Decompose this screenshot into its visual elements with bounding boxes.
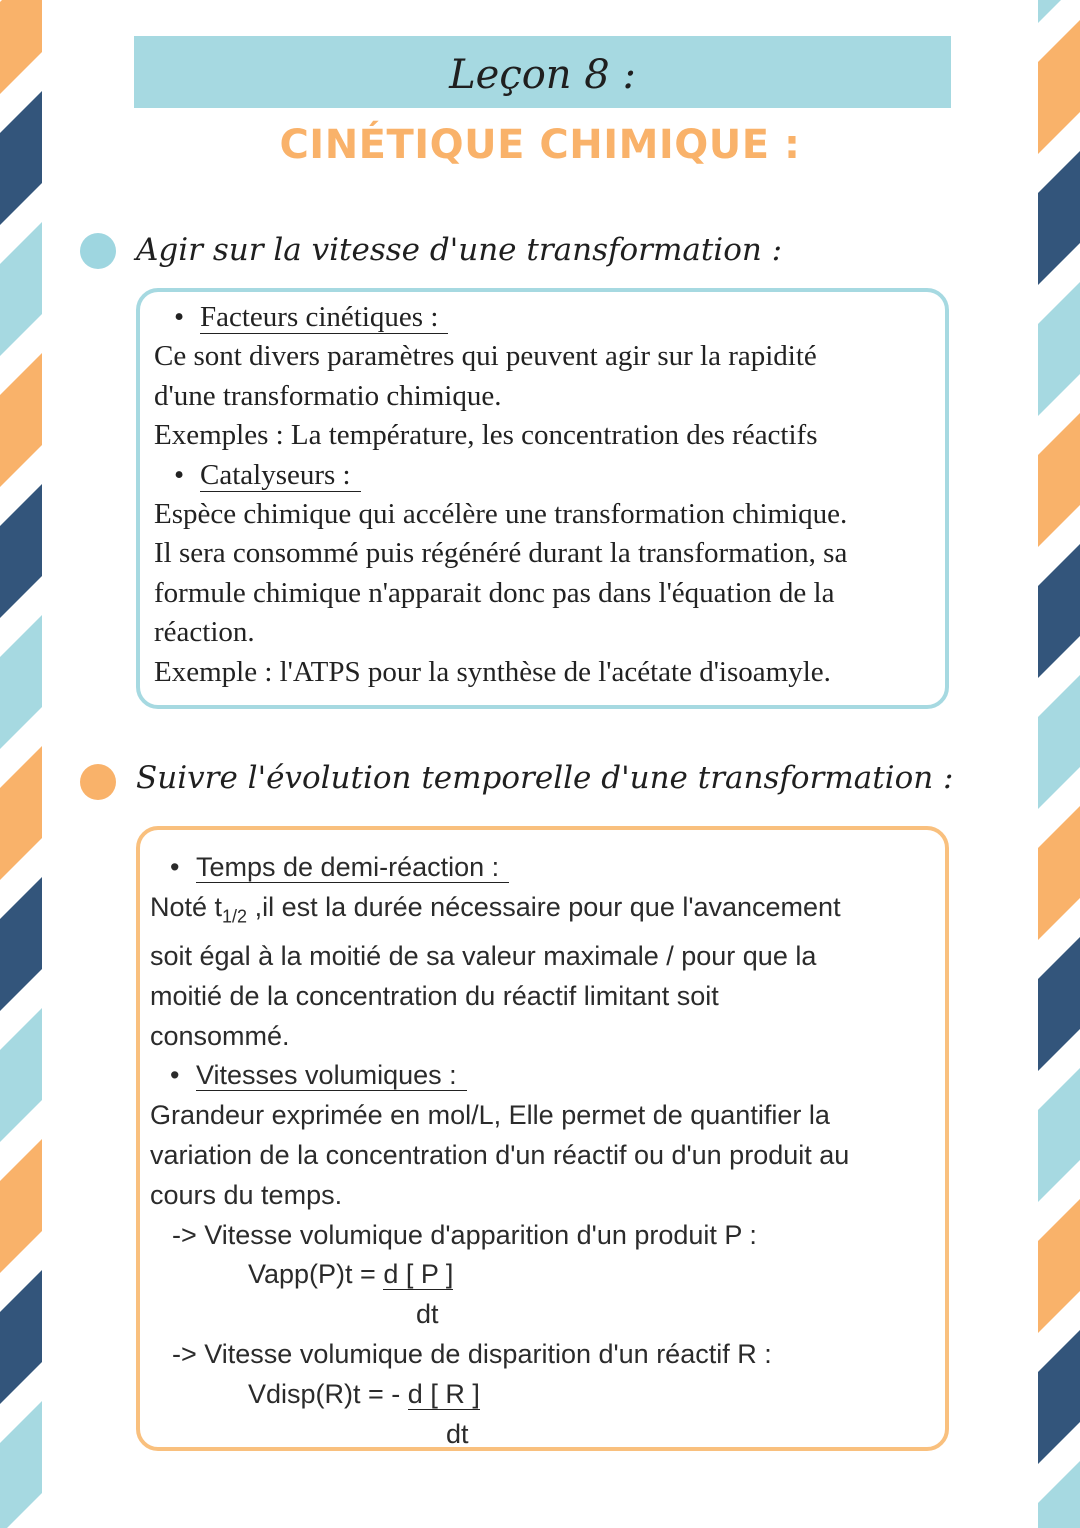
decorative-stripe — [1038, 413, 1080, 547]
catalyseurs-line3: formule chimique n'apparait donc pas dans l'équation de la — [154, 576, 835, 609]
disp-label: -> Vitesse volumique de disparition d'un réactif R : — [172, 1338, 772, 1369]
decorative-stripe — [1038, 1199, 1080, 1333]
right-decorative-stripes — [1038, 0, 1080, 1528]
facteurs-line3: Exemples : La température, les concentration des réactifs — [154, 419, 818, 452]
decorative-stripe — [1038, 1461, 1080, 1528]
demi-title: Temps de demi-réaction : — [196, 852, 509, 883]
decorative-stripe — [0, 746, 42, 880]
vitesses-line1: Grandeur exprimée en mol/L, Elle permet de quantifier la — [150, 1100, 830, 1131]
bullet-mark: • — [174, 458, 185, 491]
disp-formula — [150, 1375, 935, 1415]
blue-bullet-dot — [80, 233, 116, 269]
app-numerator: d [ P ] — [383, 1259, 454, 1290]
catalyseurs-title: Catalyseurs : — [200, 459, 361, 492]
facteurs-title: Facteurs cinétiques : — [200, 301, 448, 334]
demi-note-sub: 1/2 — [222, 906, 248, 927]
orange-bullet-dot — [80, 764, 116, 800]
demi-note-post: ,il est la durée nécessaire pour que l'avancement — [247, 891, 841, 922]
disp-numerator: d [ R ] — [407, 1378, 480, 1409]
decorative-stripe — [0, 1139, 42, 1273]
decorative-stripe — [1038, 1330, 1080, 1464]
page-title: CINÉTIQUE CHIMIQUE : — [279, 122, 801, 168]
catalyseurs-line4: réaction. — [154, 616, 255, 649]
section1-heading: Agir sur la vitesse d'une transformation : — [136, 232, 783, 268]
decorative-stripe — [0, 1008, 42, 1142]
decorative-stripe — [1038, 1068, 1080, 1202]
vitesses-title: Vitesses volumiques : — [196, 1060, 467, 1091]
facteurs-line1: Ce sont divers paramètres qui peuvent agir sur la rapidité — [154, 340, 817, 373]
decorative-stripe — [1038, 0, 1080, 23]
disp-lhs: Vdisp(R)t = - — [248, 1378, 408, 1409]
app-lhs: Vapp(P)t = — [248, 1259, 384, 1290]
decorative-stripe — [1038, 937, 1080, 1071]
vitesses-line3: cours du temps. — [150, 1179, 343, 1210]
decorative-stripe — [0, 1270, 42, 1404]
decorative-stripe — [0, 1401, 42, 1528]
section1-box — [136, 288, 949, 709]
disp-denominator: dt — [446, 1418, 469, 1449]
decorative-stripe — [0, 484, 42, 618]
bullet-mark: • — [170, 1060, 180, 1091]
demi-line3: moitié de la concentration du réactif limitant soit — [150, 980, 719, 1011]
app-denominator: dt — [416, 1299, 439, 1330]
decorative-stripe — [0, 222, 42, 356]
facteurs-line2: d'une transformatio chimique. — [154, 379, 502, 412]
vitesses-bullet — [150, 1056, 935, 1096]
decorative-stripe — [1038, 806, 1080, 940]
catalyseurs-bullet — [154, 456, 931, 495]
decorative-stripe — [0, 353, 42, 487]
catalyseurs-line5: Exemple : l'ATPS pour la synthèse de l'acétate d'isoamyle. — [154, 655, 831, 688]
app-formula — [150, 1255, 935, 1295]
lesson-label: Leçon 8 : — [449, 52, 636, 98]
left-decorative-stripes — [0, 0, 42, 1528]
demi-line2: soit égal à la moitié de sa valeur maximale / pour que la — [150, 940, 817, 971]
facteurs-bullet — [154, 298, 931, 337]
decorative-stripe — [0, 615, 42, 749]
bullet-mark: • — [174, 301, 185, 333]
section2-box — [136, 826, 949, 1451]
decorative-stripe — [0, 877, 42, 1011]
demi-line4: consommé. — [150, 1020, 290, 1051]
decorative-stripe — [1038, 675, 1080, 809]
catalyseurs-line1: Espèce chimique qui accélère une transformation chimique. — [154, 498, 848, 531]
vitesses-line2: variation de la concentration d'un réactif ou d'un produit au — [150, 1139, 850, 1170]
decorative-stripe — [1038, 151, 1080, 285]
section2-heading: Suivre l'évolution temporelle d'une transformation : — [136, 760, 954, 796]
decorative-stripe — [1038, 544, 1080, 678]
decorative-stripe — [0, 0, 42, 94]
catalyseurs-line2: Il sera consommé puis régénéré durant la transformation, sa — [154, 537, 848, 570]
demi-note-pre: Noté t — [150, 891, 223, 922]
demi-bullet — [150, 848, 935, 888]
demi-note — [150, 888, 935, 937]
decorative-stripe — [1038, 282, 1080, 416]
app-label: -> Vitesse volumique d'apparition d'un produit P : — [172, 1219, 757, 1250]
bullet-mark: • — [170, 852, 180, 882]
